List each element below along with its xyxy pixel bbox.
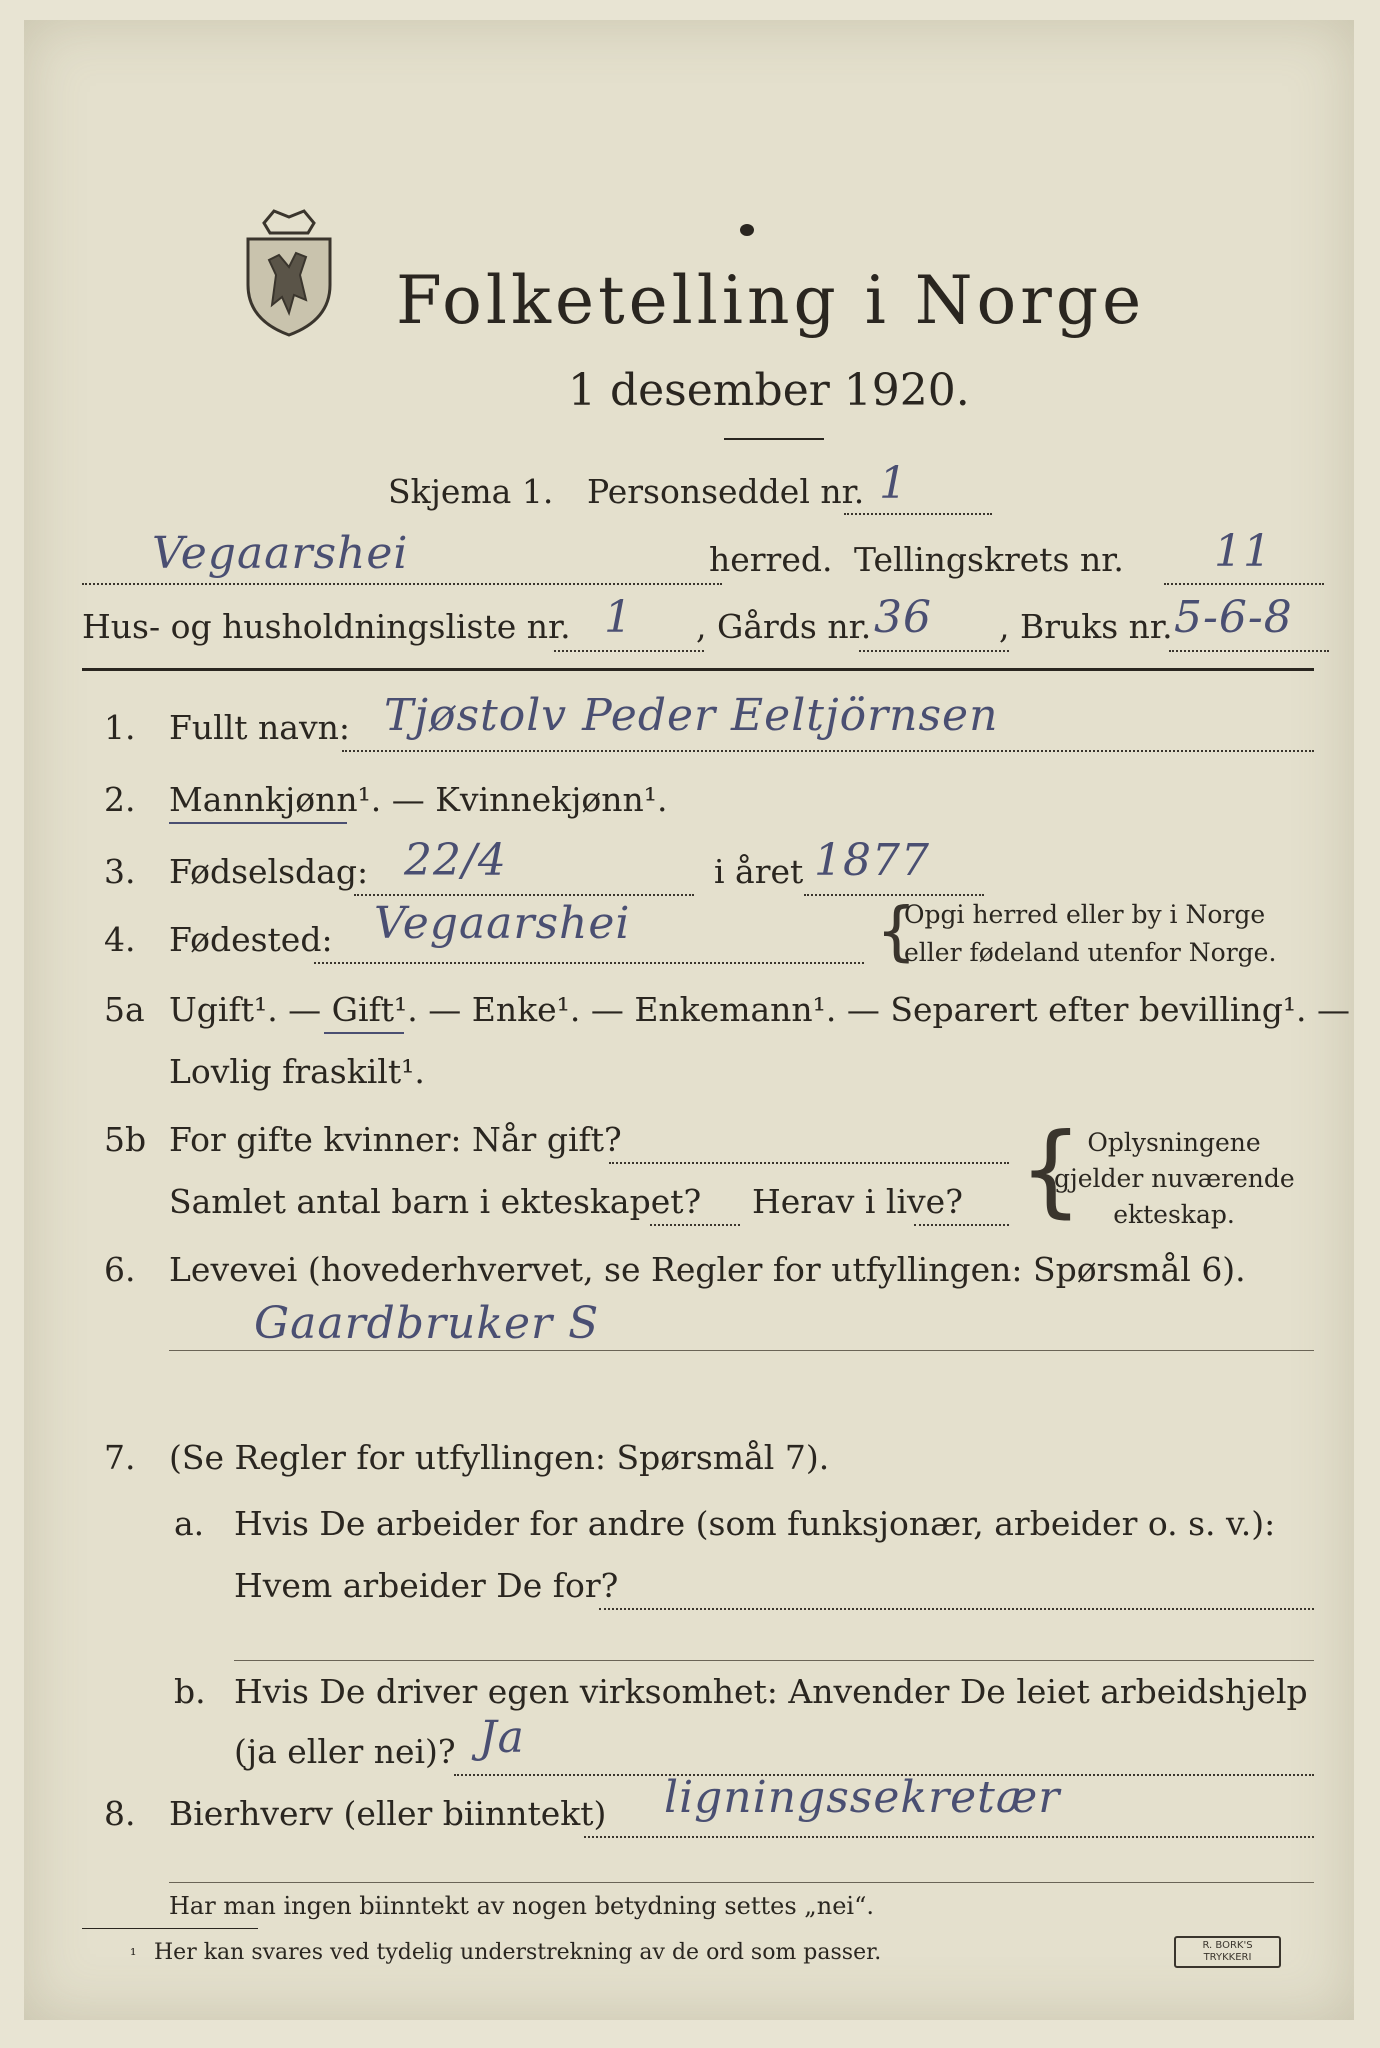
q4-note-1: Opgi herred eller by i Norge: [904, 900, 1266, 929]
q1-label: Fullt navn:: [169, 708, 350, 747]
q4-brace: {: [876, 895, 917, 969]
husliste-label: Hus- og husholdningsliste nr.: [82, 607, 571, 646]
personseddel-value: 1: [879, 458, 908, 509]
bruks-line: [1169, 650, 1329, 652]
personseddel-label: Personseddel nr.: [587, 472, 865, 511]
q1-line: [342, 750, 1314, 752]
gards-line: [859, 650, 1009, 652]
q8-extra-line: [169, 1882, 1314, 1883]
ink-dot: [740, 224, 754, 236]
q5b-children-label: Samlet antal barn i ekteskapet?: [169, 1182, 702, 1221]
q8-line: [584, 1836, 1314, 1838]
q1-value: Tjøstolv Peder Eeltjörnsen: [384, 690, 999, 741]
q7a-line-2: Hvem arbeider De for?: [234, 1566, 619, 1605]
gards-value: 36: [874, 592, 932, 643]
census-form: [24, 20, 1354, 2020]
q7b-value: Ja: [479, 1712, 525, 1763]
footnote-divider: [82, 1928, 258, 1929]
q7a-extra-line: [234, 1660, 1314, 1661]
footer-note: Har man ingen biinntekt av nogen betydning settes „nei“.: [169, 1892, 874, 1920]
q4-value: Vegaarshei: [374, 898, 631, 949]
q7a-line-1: Hvis De arbeider for andre (som funksjonær, arbeider o. s. v.):: [234, 1504, 1276, 1543]
herred-value: Vegaarshei: [152, 528, 409, 579]
q3-year-label: i året: [714, 852, 804, 891]
q3-number: 3.: [104, 852, 136, 891]
q5b-note-2: gjelder nuværende: [1054, 1164, 1295, 1193]
q5b-line-1: For gifte kvinner: Når gift?: [169, 1120, 622, 1159]
skjema-label: Skjema 1.: [388, 472, 554, 511]
q6-number: 6.: [104, 1250, 136, 1289]
printer-stamp: R. BORK'S TRYKKERI: [1174, 1936, 1281, 1968]
q5a-number: 5a: [104, 990, 145, 1029]
q5b-children-line: [650, 1224, 740, 1226]
q3-label: Fødselsdag:: [169, 852, 369, 891]
form-title: Folketelling i Norge: [396, 262, 1146, 339]
q1-number: 1.: [104, 708, 136, 747]
q5b-number: 5b: [104, 1120, 147, 1159]
q5b-note-3: ekteskap.: [1113, 1200, 1235, 1229]
husliste-value: 1: [604, 592, 633, 643]
q3-value: 22/4: [404, 835, 507, 886]
bruks-label: , Bruks nr.: [999, 607, 1173, 646]
q4-line: [314, 962, 864, 964]
footnote-mark: ¹: [130, 1945, 137, 1964]
bruks-value: 5-6-8: [1174, 592, 1293, 643]
title-divider: [724, 438, 824, 440]
husliste-line: [554, 650, 704, 652]
q6-value: Gaardbruker S: [254, 1298, 600, 1349]
q7a-answer-line: [599, 1608, 1314, 1610]
q7-number: 7.: [104, 1438, 136, 1477]
footnote-text: Her kan svares ved tydelig understrekning av de ord som passer.: [154, 1940, 882, 1965]
personseddel-line: [844, 513, 992, 515]
q5a-line-1: Ugift¹. — Gift¹. — Enke¹. — Enkemann¹. — Separert efter bevilling¹. —: [169, 990, 1351, 1029]
q6-line: [169, 1350, 1314, 1351]
q2-underline-mark: [169, 822, 347, 824]
q4-label: Fødested:: [169, 920, 333, 959]
q5b-alive-label: Herav i live?: [752, 1182, 963, 1221]
q8-label: Bierhverv (eller biinntekt): [169, 1794, 607, 1833]
tellingskrets-value: 11: [1214, 526, 1272, 577]
q5b-married-line: [609, 1162, 1009, 1164]
q5a-line-2: Lovlig fraskilt¹.: [169, 1052, 425, 1091]
q7b-line-2: (ja eller nei)?: [234, 1732, 456, 1771]
q2-label: Mannkjønn¹. — Kvinnekjønn¹.: [169, 780, 668, 819]
herred-label: herred.: [709, 540, 833, 579]
header-divider: [82, 668, 1314, 671]
q3-year-value: 1877: [814, 835, 930, 886]
q7b-line-1: Hvis De driver egen virksomhet: Anvender De leiet arbeidshjelp: [234, 1672, 1308, 1711]
q3-date-line: [354, 894, 694, 896]
form-date: 1 desember 1920.: [568, 365, 970, 416]
q5a-underline-mark: [324, 1032, 404, 1034]
tellingskrets-line: [1164, 583, 1324, 585]
q7a-number: a.: [174, 1504, 205, 1543]
gards-label: , Gårds nr.: [696, 607, 872, 646]
q8-number: 8.: [104, 1794, 136, 1833]
q6-label: Levevei (hovederhvervet, se Regler for utfyllingen: Spørsmål 6).: [169, 1250, 1246, 1289]
q4-note-2: eller fødeland utenfor Norge.: [904, 938, 1277, 967]
norway-coat-of-arms-icon: [234, 205, 344, 340]
q2-number: 2.: [104, 780, 136, 819]
q4-number: 4.: [104, 920, 136, 959]
tellingskrets-label: Tellingskrets nr.: [854, 540, 1124, 579]
q5b-brace: {: [1019, 1111, 1083, 1228]
q7b-number: b.: [174, 1672, 206, 1711]
q8-value: ligningssekretær: [664, 1772, 1061, 1823]
herred-line: [82, 583, 722, 585]
q5b-note-1: Oplysningene: [1087, 1128, 1261, 1157]
q7-label: (Se Regler for utfyllingen: Spørsmål 7).: [169, 1438, 830, 1477]
q5b-alive-line: [914, 1224, 1009, 1226]
